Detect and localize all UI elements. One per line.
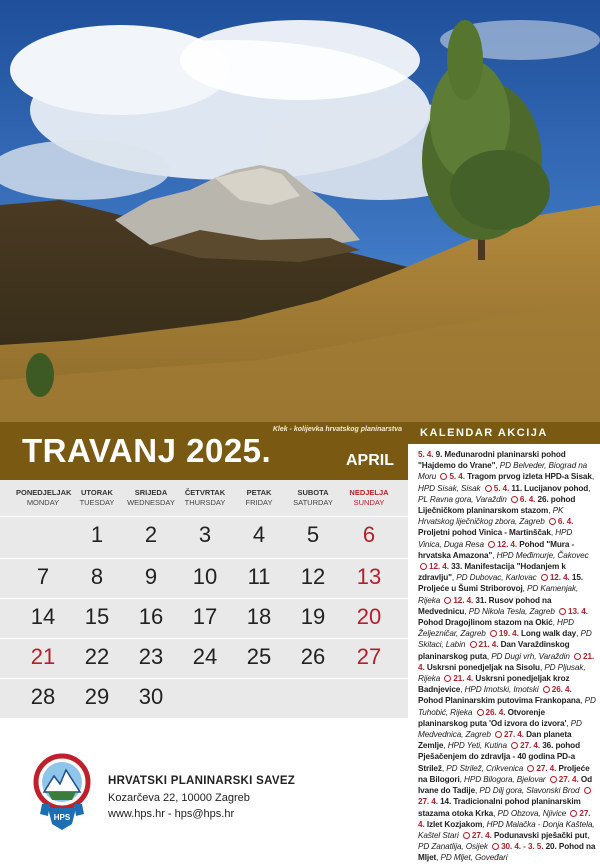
calendar-day: 24 [192, 644, 218, 669]
event-organizer: PD Strilež, Crikvenica [446, 763, 524, 773]
weekday-header [178, 488, 232, 508]
event-bullet-icon [444, 597, 451, 604]
event-date: 5. 4. [449, 472, 465, 482]
event-date: 12. 4. [497, 539, 518, 549]
event-bullet-icon [541, 574, 548, 581]
event-date: 21. 4. [453, 674, 474, 684]
event-organizer: HPD Međimurje, Čakovec [496, 550, 589, 560]
event-item: 27. 4. Izlet Kozjakom, HPD Malačka - Donja Kaštela, Kaštel Stari [418, 808, 595, 840]
events-list [418, 449, 596, 864]
event-organizer: PD Kamenjak, Rijeka [418, 584, 579, 605]
month-header [0, 422, 408, 480]
calendar-day: 15 [84, 604, 110, 629]
calendar-day: 3 [198, 522, 212, 547]
event-organizer: PD Medvednica, Zagreb [418, 718, 582, 740]
event-item: 27. 4. 36. pohod Pješačenjem do zdravlja - 40 godina PD-a Strilež, PD Strilež, Crikvenica [418, 741, 580, 773]
event-date: 27. 4. [558, 774, 579, 784]
event-item: 6. 4. 26. pohod Liječničkom planinarskom stazom, PK Hrvatskog liječničkog zbora, Zagreb [418, 494, 576, 527]
event-organizer: PD Nikola Tesla, Zagreb [468, 606, 555, 616]
calendar-grid [0, 480, 408, 718]
calendar-day: 6 [362, 522, 376, 547]
weekday-name: PONEDJELJAK [16, 488, 72, 497]
event-name: Uskrsni ponedjeljak na Sisolu [426, 662, 540, 672]
event-date: 27. 4. [504, 730, 524, 740]
event-name: Izlet Kozjakom [426, 819, 483, 829]
event-name: 20. Pohod na Mljet [418, 842, 596, 863]
event-bullet-icon [492, 843, 499, 850]
calendar-day: 19 [300, 604, 326, 629]
row-divider [0, 678, 408, 679]
calendar-day: 12 [300, 564, 326, 589]
calendar-day: 8 [90, 564, 104, 589]
event-bullet-icon [559, 608, 566, 615]
event-organizer: HPD Malačka - Donja Kaštela, Kaštel Stari [418, 819, 595, 840]
weekday-name-en: TUESDAY [79, 498, 115, 507]
event-bullet-icon [511, 496, 518, 503]
calendar-day: 29 [84, 684, 110, 709]
calendar-day: 1 [90, 522, 104, 547]
event-organizer: HPD Vinica, Duga Resa [418, 528, 573, 549]
event-name: 36. pohod Pješačenjem do zdravlja - 40 godina PD-a Strilež [418, 741, 580, 773]
calendar-day: 16 [138, 604, 164, 629]
calendar-day: 28 [30, 684, 56, 709]
event-date: 27. 4. [536, 763, 557, 773]
event-date: 27. 4. [471, 830, 492, 840]
event-date: 6. 4. [519, 494, 536, 504]
org-website[interactable]: www.hps.hr - hps@hps.hr [108, 808, 235, 820]
calendar-day: 30 [138, 684, 164, 709]
event-name: Pohod Planinarskim putovima Frankopana [418, 696, 581, 706]
event-date: 27. 4. [418, 797, 438, 807]
event-name: 9. Međunarodni planinarski pohod "Hajdemo do Vrane" [418, 450, 566, 471]
event-bullet-icon [574, 653, 581, 660]
event-bullet-icon [570, 810, 577, 817]
org-name: HRVATSKI PLANINARSKI SAVEZ [108, 775, 296, 787]
weekday-header [16, 488, 70, 508]
calendar-day: 27 [356, 644, 382, 669]
event-item: 5. 4. Tragom prvog izleta HPD-a Sisak, HPD Sisak, Sisak [418, 472, 595, 493]
event-organizer: PD Skitaci, Labin [418, 629, 592, 650]
event-name: 31. Rusov pohod na Medvednicu [418, 595, 552, 616]
calendar-day: 11 [247, 564, 271, 589]
event-item: 5. 4. 9. Međunarodni planinarski pohod "Hajdemo do Vrane", PD Belveder, Biograd na Moru [418, 450, 588, 482]
hps-logo [34, 752, 90, 832]
weekday-name-en: SUNDAY [353, 498, 385, 507]
weekday-name: UTORAK [81, 488, 113, 497]
calendar-day: 20 [356, 604, 382, 629]
row-divider [0, 598, 408, 599]
event-date: 5. 4. [493, 483, 510, 493]
event-name: Podunavski pješački put [493, 830, 588, 840]
event-name: Uskrsni ponedjeljak kroz Badnjevice [418, 674, 570, 695]
event-bullet-icon [485, 485, 492, 492]
photo-caption: Klek - kolijevka hrvatskog planinarstva [272, 426, 402, 433]
event-name: Dan Varaždinskog planinarskog puta [418, 640, 570, 661]
weekday-name: PETAK [246, 488, 272, 497]
event-item: 27. 4. Dan planeta Zemlje, HPD Yeti, Kutina [418, 730, 572, 751]
event-name: Od Ivane do Tadije [418, 774, 592, 796]
event-name: 15. Proljeće u Šumi Striborovoj [418, 573, 584, 594]
event-organizer: HPD Bilogora, Bjelovar [464, 774, 546, 784]
event-name: Pohod "Mura - hrvatska Amazona" [418, 539, 575, 560]
calendar-day: 13 [356, 564, 382, 589]
event-item: 19. 4. Long walk day, PD Skitaci, Labin [418, 629, 592, 650]
event-date: 6. 4. [557, 517, 574, 527]
event-bullet-icon [488, 541, 495, 548]
event-date: 27. 4. [520, 741, 541, 751]
weekday-name-en: WEDNESDAY [127, 498, 175, 507]
event-date: 12. 4. [429, 562, 449, 572]
hero-photo [0, 0, 600, 422]
event-name: Pohod Dragojlinom stazom na Okić [418, 618, 553, 628]
event-organizer: PD Dugi vrh, Varaždin [491, 651, 570, 661]
logo-text: HPS [53, 813, 71, 822]
event-name: 33. Manifestacija "Hodanjem k zdravlju" [418, 562, 566, 583]
weekday-name-en: SATURDAY [293, 498, 333, 507]
event-item: 13. 4. Pohod Dragojlinom stazom na Okić, HPD Željezničar, Zagreb [418, 606, 588, 639]
event-name: Tragom prvog izleta HPD-a Sisak [467, 472, 592, 482]
calendar-day: 14 [30, 604, 56, 629]
event-bullet-icon [490, 630, 497, 637]
calendar-day: 21 [30, 644, 56, 669]
event-date: 19. 4. [498, 629, 519, 639]
event-organizer: HPD Željezničar, Zagreb [418, 618, 574, 639]
event-bullet-icon [511, 742, 518, 749]
calendar-day: 25 [246, 644, 272, 669]
event-bullet-icon [584, 787, 591, 794]
weekday-name-en: FRIDAY [245, 498, 273, 507]
event-date: 30. 4. - 3. 5. [501, 842, 544, 852]
event-item: 12. 4. 31. Rusov pohod na Medvednicu, PD Nikola Tesla, Zagreb [418, 595, 555, 616]
event-date: 21. 4. [418, 651, 595, 672]
org-address: Kozarčeva 22, 10000 Zagreb [108, 792, 250, 804]
event-date: 13. 4. [568, 606, 588, 616]
event-item: 21. 4. Dan Varaždinskog planinarskog puta, PD Dugi vrh, Varaždin [418, 640, 570, 661]
event-bullet-icon [550, 776, 557, 783]
event-name: Otvorenje planinarskog puta 'Od izvora do izvora' [418, 707, 567, 728]
event-bullet-icon [463, 832, 470, 839]
event-bullet-icon [549, 518, 556, 525]
weekday-name: SUBOTA [297, 488, 329, 497]
weekday-name-en: THURSDAY [184, 498, 226, 507]
calendar-day: 7 [36, 564, 50, 589]
weekday-header [286, 488, 340, 508]
weekday-header [342, 488, 396, 508]
weekday-header [124, 488, 178, 508]
events-header [408, 422, 600, 444]
event-item: 27. 4. Podunavski pješački put, PD Zanatlija, Osijek [418, 830, 590, 852]
event-organizer: PD Obzova, Njivice [497, 808, 567, 818]
month-title-en: APRIL [346, 452, 394, 469]
event-item: 27. 4. 14. Tradicionalni pohod planinarskim stazama otoka Krka, PD Obzova, Njivice [418, 797, 581, 818]
event-organizer: PD Zanatlija, Osijek [418, 842, 488, 852]
event-date: 26. 4. [485, 707, 506, 717]
event-date: 5. 4. [418, 450, 434, 459]
event-item: 26. 4. Pohod Planinarskim putovima Frankopana, PD Tuhobić, Rijeka [418, 685, 596, 717]
month-title: TRAVANJ 2025. [22, 432, 272, 469]
calendar-day: 9 [144, 564, 158, 589]
event-organizer: HPD Sisak, Sisak [418, 483, 481, 493]
event-item: 27. 4. Proljeće na Bilogori, HPD Bilogora, Bjelovar [418, 763, 590, 784]
weekday-name: ČETVRTAK [184, 488, 226, 497]
event-item: 27. 4. Od Ivane do Tadije, PD Dilj gora, Slavonski Brod [418, 774, 592, 796]
weekday-name: SRIJEDA [134, 488, 168, 497]
event-date: 27. 4. [418, 808, 591, 829]
event-name: Proljetni pohod Vinica - Martinščak [418, 528, 551, 538]
event-bullet-icon [527, 765, 534, 772]
event-bullet-icon [444, 675, 451, 682]
event-organizer: HPD Imotski, Imotski [464, 685, 539, 695]
event-name: 26. pohod Liječničkom planinarskom stazom [418, 494, 576, 516]
calendar-day: 2 [144, 522, 158, 547]
event-bullet-icon [440, 473, 447, 480]
event-item: 26. 4. Otvorenje planinarskog puta 'Od izvora do izvora', PD Medvednica, Zagreb [418, 707, 582, 740]
event-item: 21. 4. Uskrsni ponedjeljak kroz Badnjevice, HPD Imotski, Imotski [418, 674, 570, 695]
weekday-name-en: MONDAY [26, 498, 60, 507]
weekday-header [70, 488, 124, 508]
event-name: 11. Lucijanov pohod [511, 483, 589, 493]
event-organizer: PD Pljusak, Rijeka [418, 662, 586, 684]
event-name: 14. Tradicionalni pohod planinarskim stazama otoka Krka [418, 797, 581, 818]
event-organizer: PD Tuhobić, Rijeka [418, 696, 596, 717]
event-name: Proljeće na Bilogori [418, 763, 590, 784]
event-date: 21. 4. [478, 640, 499, 650]
weekday-header [232, 488, 286, 508]
event-organizer: PD Dilj gora, Slavonski Brod [479, 786, 580, 796]
event-organizer: HPD Yeti, Kutina [447, 741, 507, 751]
row-divider [0, 638, 408, 639]
event-bullet-icon [495, 731, 502, 738]
event-item: 6. 4. Proljetni pohod Vinica - Martinščak, HPD Vinica, Duga Resa [418, 517, 574, 549]
event-date: 12. 4. [453, 595, 474, 605]
calendar-day: 26 [300, 644, 326, 669]
event-date: 12. 4. [549, 573, 570, 583]
calendar-day: 5 [306, 522, 320, 547]
row-divider [0, 558, 408, 559]
event-organizer: PK Hrvatskog liječničkog zbora, Zagreb [418, 506, 564, 527]
event-name: Dan planeta Zemlje [418, 730, 572, 751]
event-item: 21. 4. Uskrsni ponedjeljak na Sisolu, PD Pljusak, Rijeka [418, 651, 595, 684]
event-bullet-icon [477, 709, 484, 716]
event-organizer: PD Belveder, Biograd na Moru [418, 461, 588, 482]
event-organizer: PL Ravna gora, Varaždin [418, 494, 507, 504]
calendar-day: 10 [192, 564, 218, 589]
event-bullet-icon [420, 563, 427, 570]
event-bullet-icon [470, 641, 477, 648]
event-item: 30. 4. - 3. 5. 20. Pohod na Mljet, PD Mljet, Goveđari [418, 842, 596, 863]
events-title: KALENDAR AKCIJA [420, 427, 548, 439]
event-bullet-icon [543, 686, 550, 693]
calendar-day: 22 [84, 644, 110, 669]
row-divider [0, 516, 408, 517]
event-item: 12. 4. 15. Proljeće u Šumi Striborovoj, PD Kamenjak, Rijeka [418, 573, 584, 605]
event-organizer: PD Mljet, Goveđari [440, 853, 508, 863]
event-item: 12. 4. Pohod "Mura - hrvatska Amazona", HPD Međimurje, Čakovec [418, 539, 589, 560]
calendar-day: 17 [192, 604, 218, 629]
calendar-day: 23 [138, 644, 164, 669]
event-item: 12. 4. 33. Manifestacija "Hodanjem k zdravlju", PD Dubovac, Karlovac [418, 562, 566, 583]
event-item: 5. 4. 11. Lucijanov pohod, PL Ravna gora, Varaždin [418, 483, 591, 504]
calendar-day: 18 [246, 604, 272, 629]
weekday-name: NEDJELJA [349, 488, 389, 497]
event-organizer: PD Dubovac, Karlovac [456, 573, 537, 583]
event-date: 26. 4. [551, 685, 572, 695]
event-name: Long walk day [521, 629, 577, 639]
calendar-day: 4 [252, 522, 266, 547]
